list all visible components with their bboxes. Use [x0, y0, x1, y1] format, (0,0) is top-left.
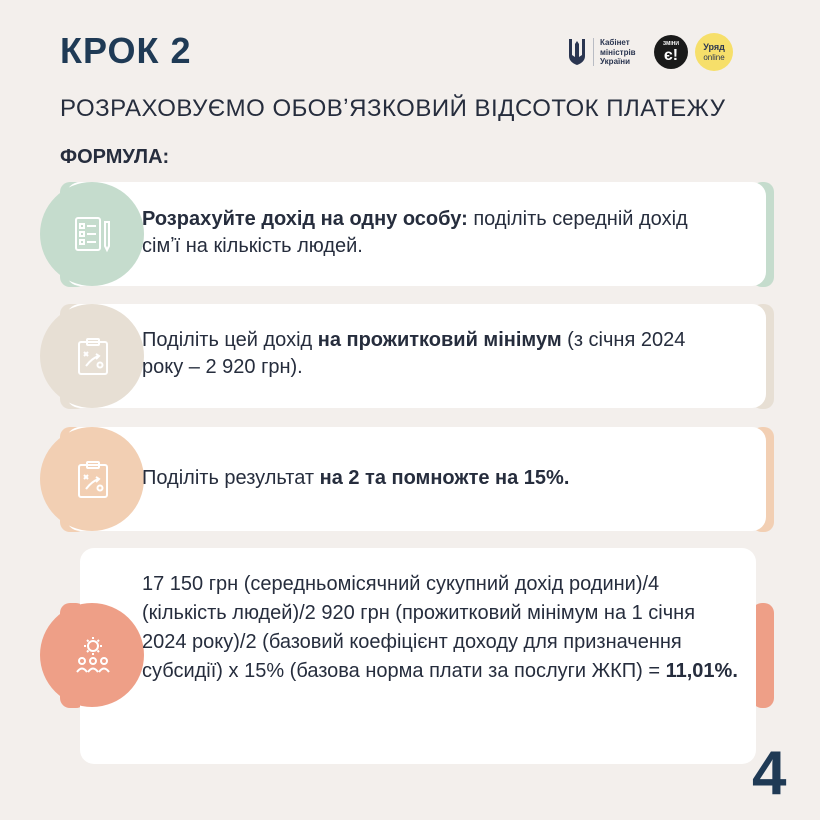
- logo-divider: [593, 38, 594, 66]
- step-1-bold: Розрахуйте дохід на одну особу:: [142, 208, 468, 230]
- step-2-intro: Поділіть цей дохід: [142, 329, 318, 351]
- step-1-rest: поділіть середній дохід сімʼї на кількість людей.: [142, 208, 688, 257]
- step-4-result: 11,01%.: [665, 660, 738, 682]
- page-number: 4: [752, 739, 787, 808]
- step-2-text: [142, 327, 702, 381]
- step-2-bold: на прожитковий мінімум: [317, 329, 562, 351]
- step-3-bold: на 2 та помножте на 15%.: [319, 467, 570, 489]
- kmu-logo-text: Кабінет міністрів України: [600, 38, 636, 66]
- formula-label: ФОРМУЛА:: [60, 146, 170, 168]
- checklist-icon: [72, 214, 114, 256]
- strategy-board-icon: [72, 459, 114, 501]
- step-4-icon-circle: [40, 603, 144, 707]
- step-3-text: [142, 465, 722, 492]
- diia-logo: ЗМІНИ є!: [654, 35, 688, 69]
- uryad-online-logo: Уряд online: [695, 33, 733, 71]
- step-1-icon-circle: [40, 182, 144, 286]
- logo-group: [566, 32, 746, 72]
- page-subtitle: РОЗРАХОВУЄМО ОБОВʼЯЗКОВИЙ ВІДСОТОК ПЛАТЕЖУ: [60, 95, 726, 122]
- step-4-calc: 17 150 грн (середньомісячний сукупний дохід родини)/4 (кількість людей)/2 920 грн (прожитковий мінімум на 1 січня 2024 року)/2 (базовий коефіцієнт доходу для призначення субсидії) х 15% (базова норма плати за послуги ЖКП) =: [142, 573, 696, 682]
- step-1-text: [142, 206, 702, 260]
- step-3-icon-circle: [40, 427, 144, 531]
- page-title: КРОК 2: [60, 30, 192, 71]
- team-gear-icon: [72, 635, 114, 677]
- step-2-icon-circle: [40, 304, 144, 408]
- trident-icon: [566, 36, 588, 68]
- step-4-text: [142, 570, 742, 686]
- step-2-rest: (з січня 2024 року – 2 920 грн).: [142, 329, 686, 378]
- step-3-intro: Поділіть результат: [142, 467, 320, 489]
- strategy-board-icon: [72, 336, 114, 378]
